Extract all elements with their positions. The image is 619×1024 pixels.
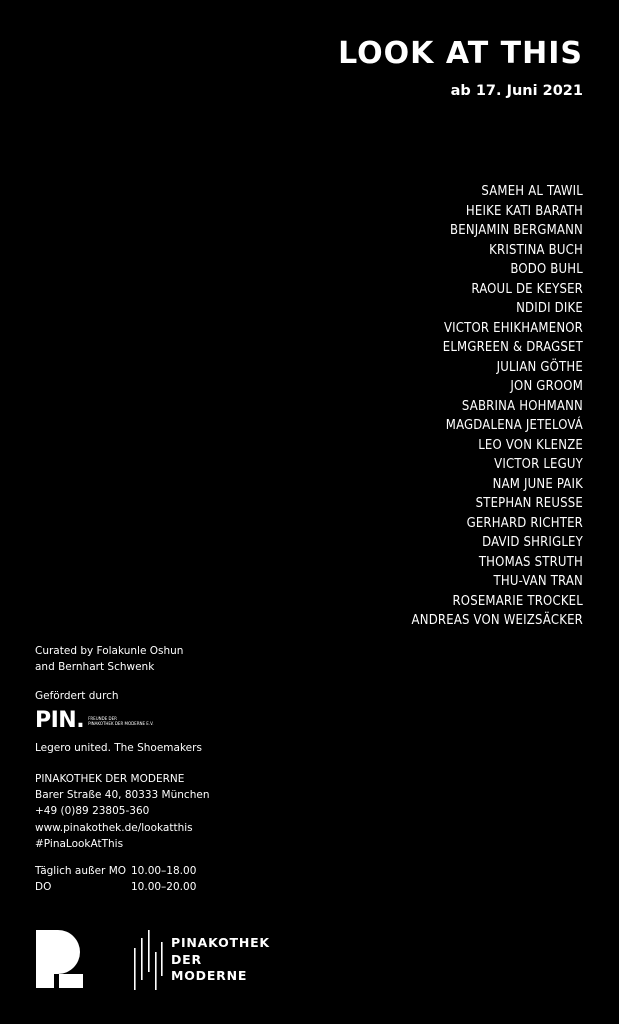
artist-name: NDIDI DIKE (516, 301, 583, 316)
artist-name: ROSEMARIE TROCKEL (452, 593, 583, 609)
artist-name: ANDREAS VON WEIZSÄCKER (411, 613, 583, 628)
artist-name: SABRINA HOHMANN (461, 398, 583, 414)
museum-address (35, 771, 209, 852)
funding-label: Gefördert durch (35, 690, 119, 702)
pin-sponsor-logo (35, 710, 154, 732)
hours-row (35, 879, 196, 895)
museum-hashtag: #PinaLookAtThis (35, 837, 124, 850)
hours-day: Täglich außer MO (35, 865, 127, 877)
artist-name: ELMGREEN & DRAGSET (442, 340, 583, 355)
pin-tagline-line: FREUNDE DER (88, 716, 117, 721)
artist-name: LEO VON KLENZE (478, 437, 583, 453)
logo-wordmark-line: PINAKOTHEK (171, 935, 270, 951)
hours-row (35, 863, 196, 879)
artist-list (412, 182, 583, 631)
artist-name: HEIKE KATI BARATH (465, 203, 583, 219)
logo-wordmark-line: DER (171, 951, 202, 967)
artist-name: GERHARD RICHTER (466, 515, 583, 531)
hours-time: 10.00–20.00 (131, 881, 197, 894)
artist-name: SAMEH AL TAWIL (481, 184, 583, 199)
artist-name: JULIAN GÖTHE (496, 359, 583, 375)
hours-day: DO (35, 881, 52, 894)
logo-wordmark (171, 935, 270, 985)
artist-name: NAM JUNE PAIK (492, 476, 583, 492)
logo-wordmark-line: MODERNE (171, 968, 248, 984)
pin-logo-tagline (88, 716, 153, 726)
exhibition-date: ab 17. Juni 2021 (450, 83, 583, 99)
sponsor-text: Legero united. The Shoemakers (35, 742, 202, 754)
artist-name: VICTOR LEGUY (494, 457, 583, 472)
pinakothek-der-moderne-logo (133, 930, 270, 990)
museum-street: Barer Straße 40, 80333 München (35, 789, 210, 802)
curator-credits (35, 643, 183, 675)
artist-name: BODO BUHL (510, 262, 583, 277)
museum-phone: +49 (0)89 23805-360 (35, 805, 150, 818)
artist-name: BENJAMIN BERGMANN (450, 223, 583, 238)
artist-name: VICTOR EHIKHAMENOR (443, 320, 583, 336)
artist-name: THOMAS STRUTH (478, 554, 583, 570)
artist-name: STEPHAN REUSSE (475, 496, 583, 511)
museum-website: www.pinakothek.de/lookatthis (35, 821, 193, 834)
artist-name: MAGDALENA JETELOVÁ (445, 418, 583, 433)
curator-line: Curated by Folakunle Oshun (35, 645, 184, 657)
artist-name: THU-VAN TRAN (493, 574, 583, 589)
poster-title: LOOK AT THIS (338, 36, 583, 71)
artist-name: RAOUL DE KEYSER (471, 281, 583, 297)
hours-time: 10.00–18.00 (131, 865, 197, 877)
logo-bars-icon (133, 930, 163, 990)
pin-logo-mark: PIN. (35, 708, 85, 733)
pin-tagline-line: PINAKOTHEK DER MODERNE E.V. (88, 721, 154, 726)
artist-name: DAVID SHRIGLEY (482, 535, 583, 550)
artist-name: JON GROOM (510, 379, 583, 394)
artist-name: KRISTINA BUCH (489, 242, 583, 258)
opening-hours (35, 863, 196, 895)
museum-name: PINAKOTHEK DER MODERNE (35, 773, 185, 785)
pinakothek-p-logo-icon (36, 930, 84, 992)
curator-line: and Bernhart Schwenk (35, 661, 155, 674)
